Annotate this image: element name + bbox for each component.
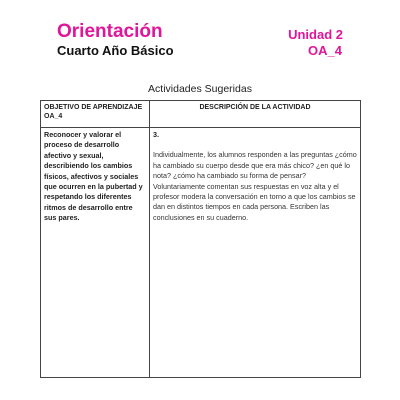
activities-table <box>40 100 361 378</box>
section-title: Actividades Sugeridas <box>148 83 252 95</box>
activity-text: Individualmente, los alumnos responden a las preguntas ¿cómo ha cambiado su cuerpo desde que era más chico? ¿en qué lo nota? ¿cómo ha cambiado su forma de pensar? Voluntariamente comentan sus respuestas en voz alta y el profesor modera la conversación en torno a que los cambios se dan en distintos tiempos en cada persona. Escriben las conclusiones en su cuaderno. <box>153 150 357 222</box>
table-header-row <box>41 101 361 128</box>
description-column-header: DESCRIPCIÓN DE LA ACTIVIDAD <box>150 101 361 128</box>
objective-column-header: OBJETIVO DE APRENDIZAJE OA_4 <box>41 101 150 128</box>
unit-label: Unidad 2 <box>288 27 343 42</box>
description-cell <box>150 128 361 378</box>
objective-code: OA_4 <box>308 43 342 58</box>
course-level: Cuarto Año Básico <box>57 43 174 58</box>
objective-cell: Reconocer y valorar el proceso de desarrollo afectivo y sexual, describiendo los cambios físicos, afectivos y sociales que ocurren en la pubertad y respetando los diferentes ritmos de desarrollo entre sus pares. <box>41 128 150 378</box>
activity-number: 3. <box>153 130 159 139</box>
page-title: Orientación <box>57 21 163 42</box>
table-row <box>41 128 361 378</box>
